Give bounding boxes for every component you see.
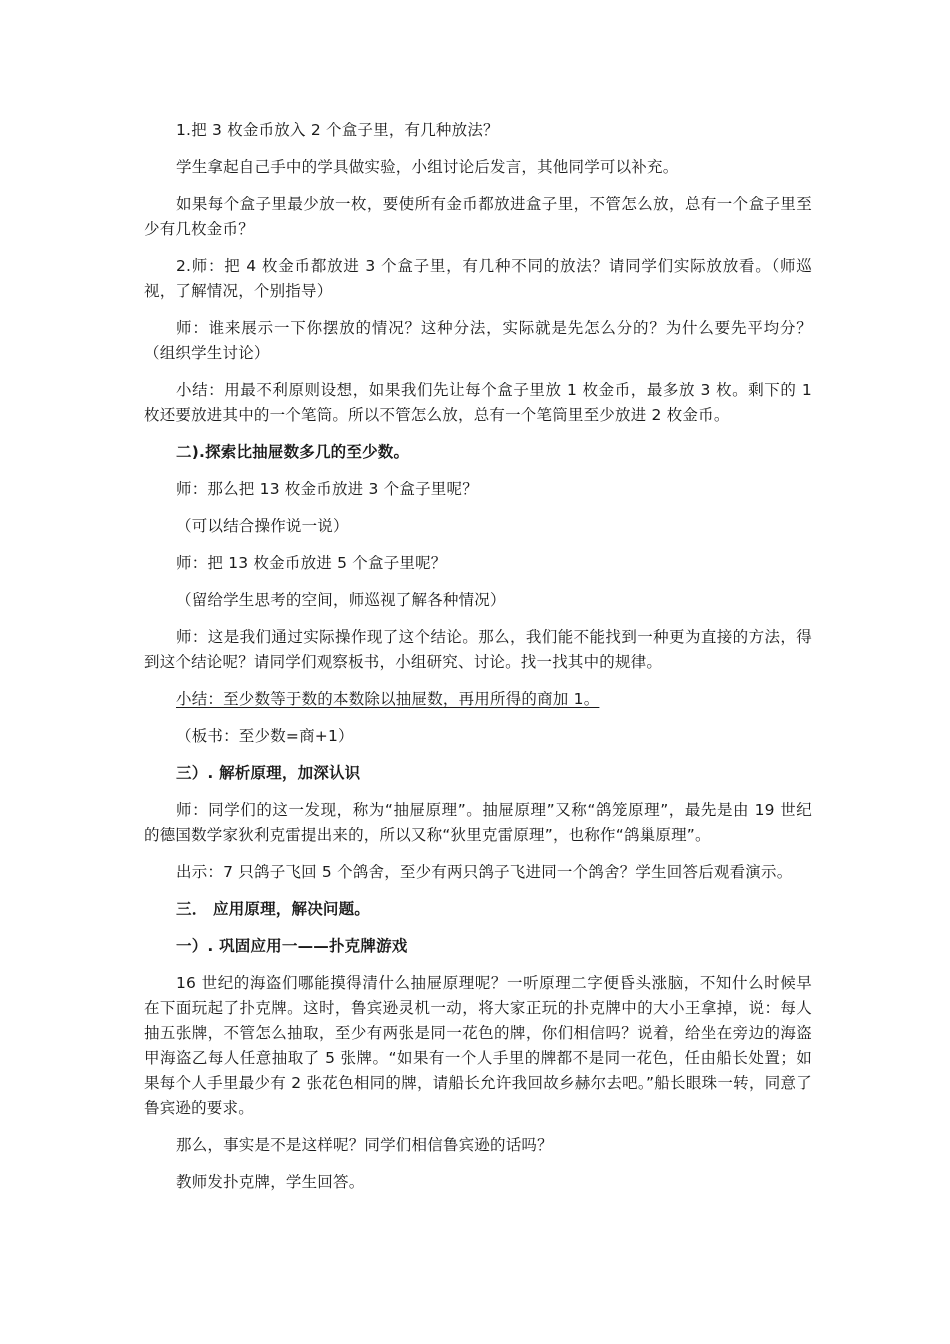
section-heading-3: 三）. 解析原理，加深认识 — [176, 764, 361, 782]
section-heading-apply-1: 一）. 巩固应用一——扑克牌游戏 — [176, 937, 408, 955]
paragraph-last: 教师发扑克牌，学生回答。 — [176, 1173, 365, 1191]
paragraph-2: 学生拿起自己手中的学具做实验，小组讨论后发言，其他同学可以补充。 — [176, 158, 679, 176]
board-note: （板书：至少数=商+1） — [176, 727, 354, 745]
paragraph-4: 2.师：把 4 枚金币都放进 3 个盒子里，有几种不同的放法？请同学们实际放放看。（师巡视，了解情况，个别指导） — [144, 257, 812, 300]
paragraph-question: 那么，事实是不是这样呢？同学们相信鲁宾逊的话吗？ — [176, 1136, 553, 1154]
paragraph-7: 师：那么把 13 枚金币放进 3 个盒子里呢？ — [176, 480, 478, 498]
paragraph-3: 如果每个盒子里最少放一枚，要使所有金币都放进盒子里，不管怎么放，总有一个盒子里至少有几枚金币？ — [144, 195, 812, 238]
summary-paragraph-2 — [144, 687, 812, 712]
document-page — [144, 118, 812, 1207]
paragraph-1: 1.把 3 枚金币放入 2 个盒子里，有几种放法？ — [176, 121, 499, 139]
paragraph-8: （可以结合操作说一说） — [176, 517, 349, 535]
paragraph-principle: 师：同学们的这一发现，称为“抽屉原理”。抽屉原理”又称“鸽笼原理”，最先是由 19 世纪的德国数学家狄利克雷提出来的，所以又称“狄里克雷原理”，也称作“鸽巢原理”。 — [144, 801, 812, 844]
paragraph-9: 师：把 13 枚金币放进 5 个盒子里呢？ — [176, 554, 447, 572]
paragraph-story: 16 世纪的海盗们哪能摸得清什么抽屉原理呢？一听原理二字便昏头涨脑，不知什么时候早在下面玩起了扑克牌。这时，鲁宾逊灵机一动，将大家正玩的扑克牌中的大小王拿掉，说：每人抽五张牌，不管怎么抽取，至少有两张是同一花色的牌，你们相信吗？说着，给坐在旁边的海盗甲海盗乙每人任意抽取了 5 张牌。“如果有一个人手里的牌都不是同一花色，任由船长处置；如果每个人手里最少有 2 张花色相同的牌，请船长允许我回故乡赫尔去吧。”船长眼珠一转，同意了鲁宾逊的要求。 — [144, 974, 812, 1117]
section-heading-2: 二).探索比抽屉数多几的至少数。 — [176, 443, 410, 461]
summary-paragraph-1: 小结：用最不利原则设想，如果我们先让每个盒子里放 1 枚金币，最多放 3 枚。剩下的 1 枚还要放进其中的一个笔筒。所以不管怎么放，总有一个笔筒里至少放进 2 枚金币。 — [144, 381, 812, 424]
summary-underlined-text: 小结：至少数等于数的本数除以抽屉数，再用所得的商加 1。 — [176, 690, 600, 708]
paragraph-10: （留给学生思考的空间，师巡视了解各种情况） — [176, 591, 506, 609]
paragraph-11: 师：这是我们通过实际操作现了这个结论。那么，我们能不能找到一种更为直接的方法，得到这个结论呢？请同学们观察板书，小组研究、讨论。找一找其中的规律。 — [144, 628, 812, 671]
paragraph-5: 师：谁来展示一下你摆放的情况？这种分法，实际就是先怎么分的？为什么要先平均分？（组织学生讨论） — [144, 319, 812, 362]
paragraph-pigeons: 出示：7 只鸽子飞回 5 个鸽舍，至少有两只鸽子飞进同一个鸽舍？学生回答后观看演示。 — [176, 863, 793, 881]
chapter-heading-3: 三． 应用原理，解决问题。 — [176, 900, 370, 918]
